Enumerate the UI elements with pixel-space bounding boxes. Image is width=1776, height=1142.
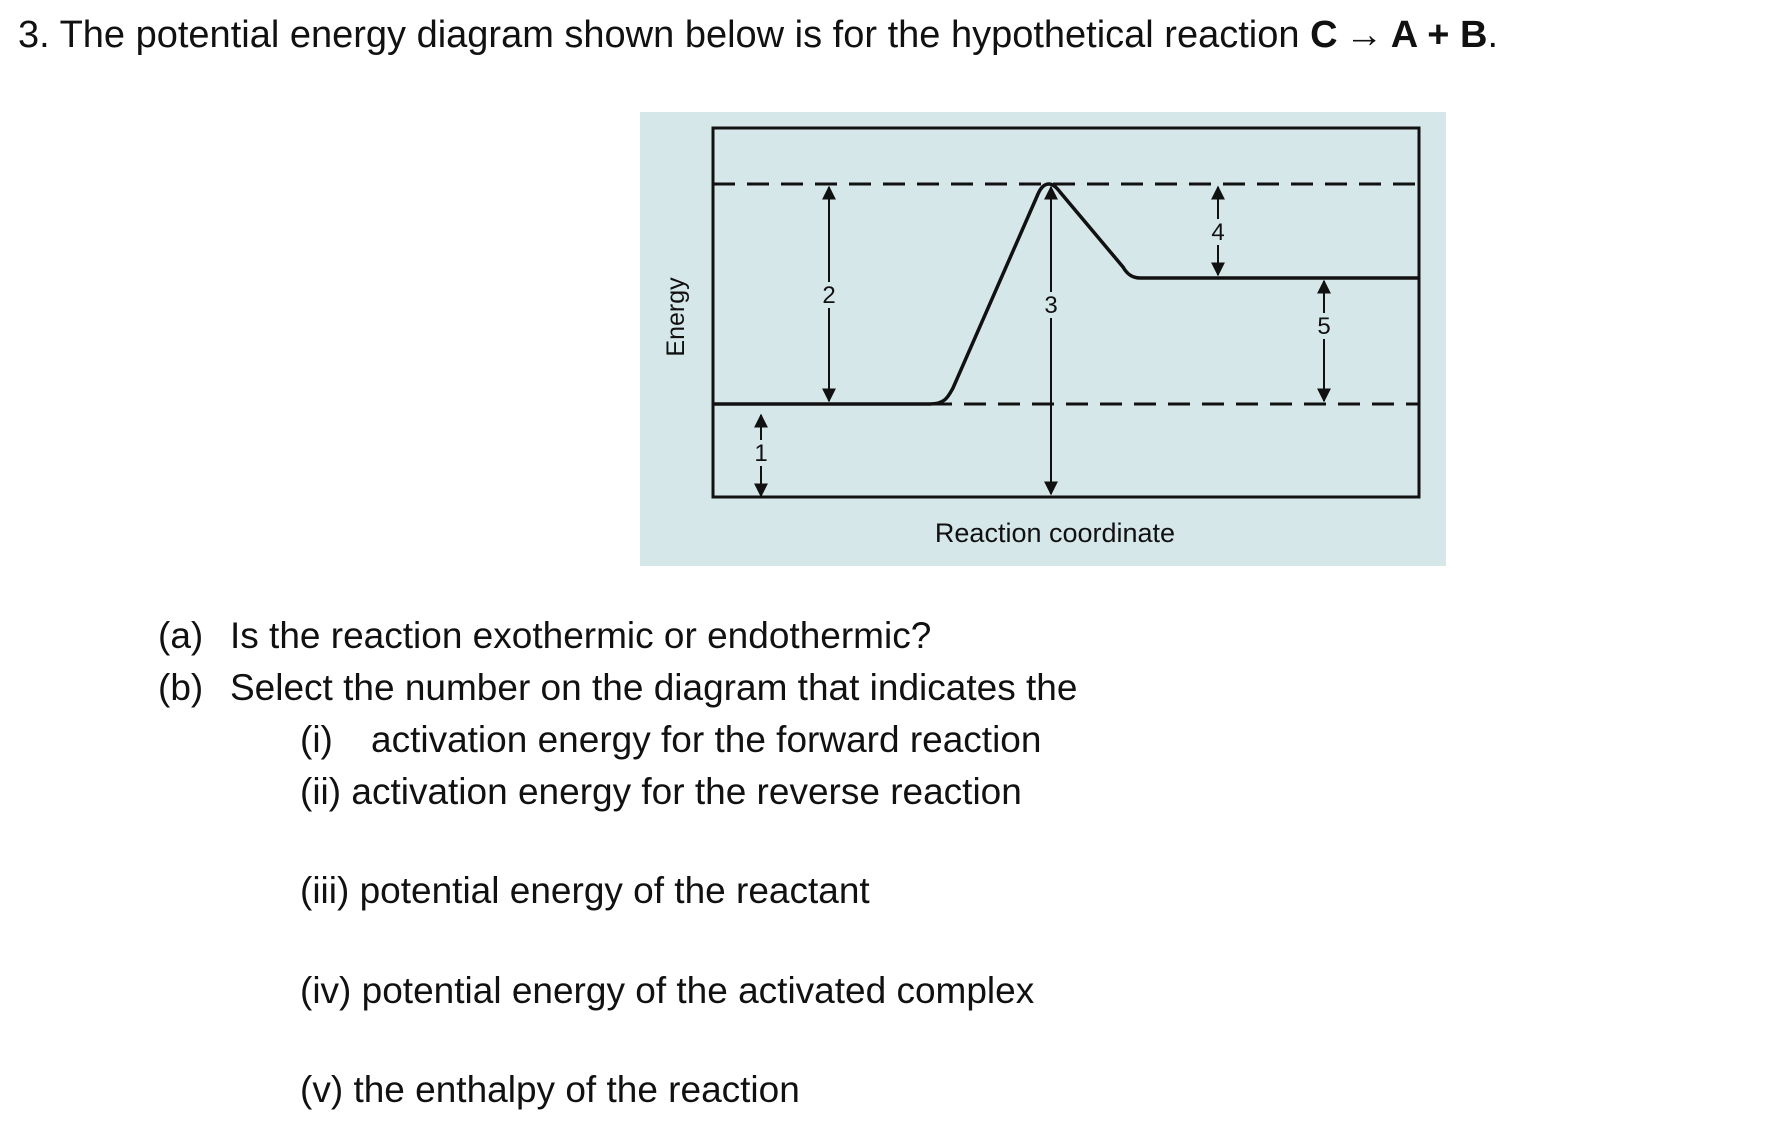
sub-item-label: (i): [300, 719, 333, 760]
sub-item-iv: [300, 972, 1034, 1009]
reaction-equation: C → A + B: [1310, 14, 1488, 56]
marker-label-5: 5: [1317, 313, 1331, 340]
potential-energy-diagram: [640, 112, 1446, 566]
sub-item-label: (ii): [300, 771, 342, 812]
sub-item-ii: [300, 773, 1022, 810]
sub-item-text: activation energy for the reverse reaction: [351, 771, 1022, 812]
question-prefix: 3. The potential energy diagram shown below is for the hypothetical reaction: [18, 14, 1311, 56]
sub-item-text: potential energy of the reactant: [359, 870, 870, 911]
part-a-text: Is the reaction exothermic or endothermic?: [230, 615, 932, 656]
marker-label-2: 2: [822, 282, 836, 309]
part-a: [158, 617, 931, 654]
question-suffix: .: [1487, 14, 1499, 56]
x-axis-label: Reaction coordinate: [934, 518, 1176, 548]
sub-item-label: (iii): [300, 870, 350, 911]
y-axis-label: Energy: [662, 277, 690, 357]
marker-label-3: 3: [1044, 292, 1058, 319]
marker-label-4: 4: [1211, 219, 1225, 246]
sub-item-label: (v): [300, 1069, 344, 1110]
sub-item-text: potential energy of the activated complex: [361, 970, 1035, 1011]
sub-item-text: activation energy for the forward reaction: [371, 719, 1042, 760]
part-b-label: (b): [158, 667, 204, 708]
question-stem: [18, 14, 1498, 57]
part-b: [158, 669, 1077, 706]
sub-item-i: [300, 721, 1041, 758]
marker-label-1: 1: [754, 440, 768, 467]
sub-item-iii: [300, 872, 870, 909]
part-b-text: Select the number on the diagram that indicates the: [230, 667, 1078, 708]
part-a-label: (a): [158, 615, 204, 656]
sub-item-label: (iv): [300, 970, 352, 1011]
sub-item-text: the enthalpy of the reaction: [353, 1069, 800, 1110]
sub-item-v: [300, 1071, 800, 1108]
